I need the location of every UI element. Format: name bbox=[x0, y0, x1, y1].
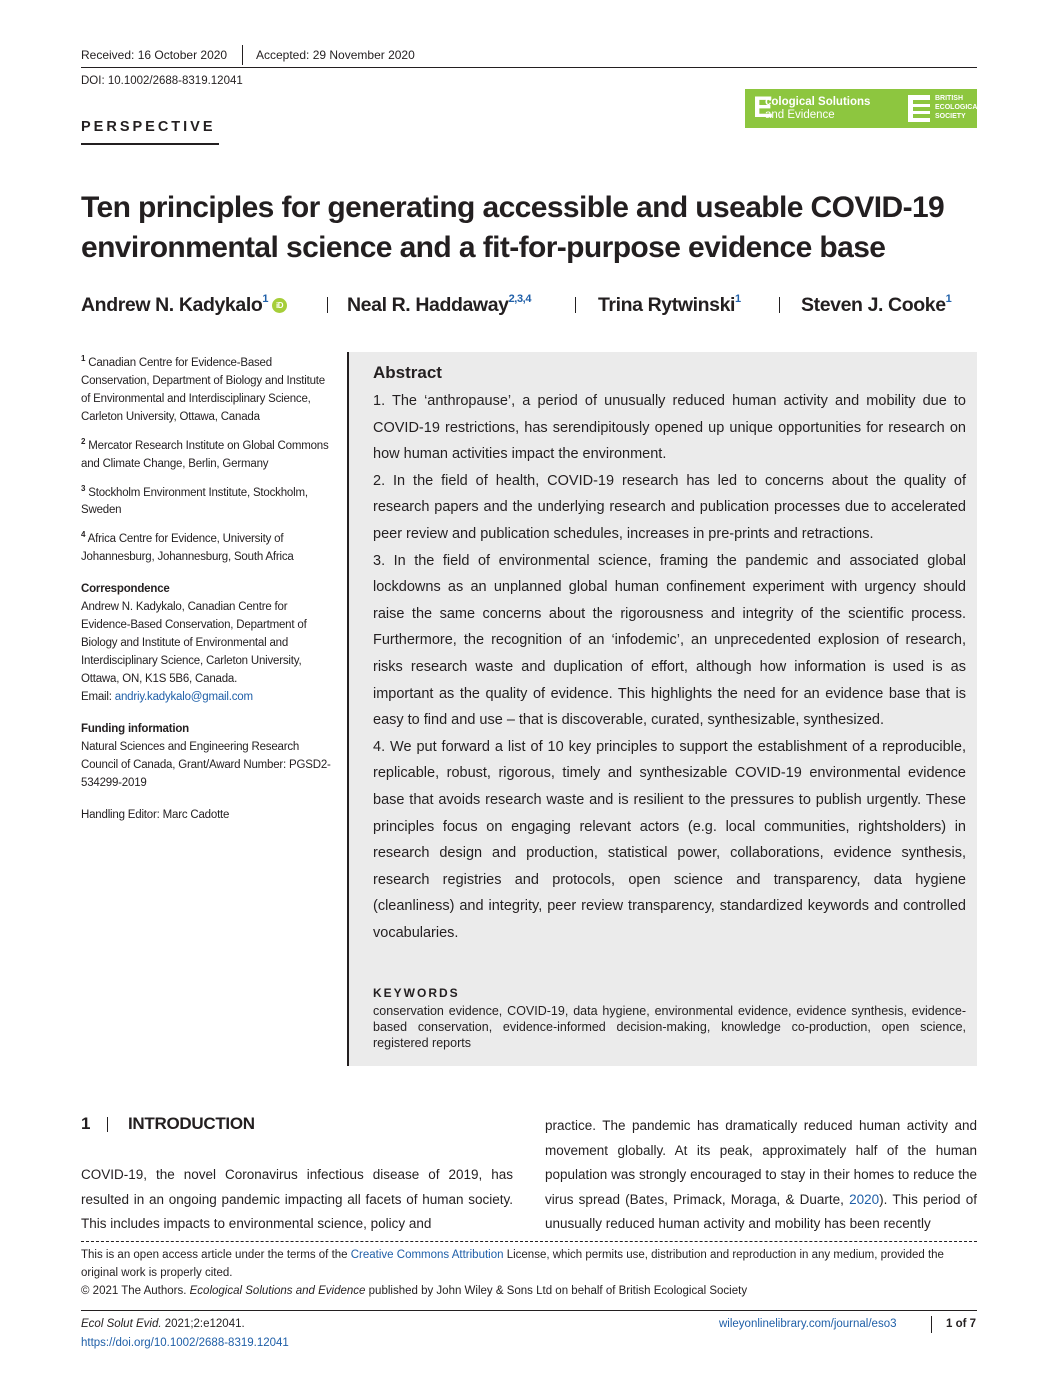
affiliation-4 bbox=[81, 526, 333, 566]
abstract-paragraph-2: 2. In the field of health, COVID-19 research has led to concerns about the quality of research papers and the underlying research and publication processes due to accelerated peer review and publication schedules, increases in pre-prints and retractions. bbox=[373, 472, 966, 542]
correspondence-text: Andrew N. Kadykalo, Canadian Centre for Evidence-Based Conservation, Department of Biology and Institute of Environmental and Interdisciplinary Science, Carleton University, Ottawa, ON, K1S 5B6, Canada. bbox=[81, 601, 307, 686]
affiliation-2 bbox=[81, 433, 333, 473]
page-number: 1 of 7 bbox=[946, 1318, 977, 1330]
affiliation-text: Mercator Research Institute on Global Commons and Climate Change, Berlin, Germany bbox=[81, 439, 329, 470]
abstract-paragraph-1: 1. The ‘anthropause’, a period of unusually reduced human activity and mobility due to COVID-19 restrictions, has serendipitously opened up unique opportunities for research on how human activities impact the environment. bbox=[373, 393, 966, 463]
email-link[interactable]: andriy.kadykalo@gmail.com bbox=[114, 691, 253, 704]
abstract-body bbox=[373, 388, 966, 946]
journal-name-line2: and Evidence bbox=[765, 109, 835, 121]
handling-editor: Handling Editor: Marc Cadotte bbox=[81, 809, 230, 822]
license-text bbox=[81, 1246, 977, 1282]
society-mark-icon bbox=[908, 95, 930, 122]
intro-paragraph-continued bbox=[545, 1114, 977, 1237]
journal-name-line1: cological Solutions bbox=[765, 96, 871, 108]
affiliation-number: 3 bbox=[81, 483, 86, 493]
header-divider bbox=[242, 45, 243, 65]
footer-divider bbox=[931, 1316, 932, 1333]
author-name: Trina Rytwinski bbox=[598, 294, 736, 316]
abstract-heading: Abstract bbox=[373, 363, 442, 382]
author-3[interactable] bbox=[598, 294, 741, 317]
author-2[interactable] bbox=[347, 294, 531, 317]
affiliation-number: 4 bbox=[81, 530, 86, 540]
society-name-line3: SOCIETY bbox=[935, 113, 966, 120]
affiliation-text: Canadian Centre for Evidence-Based Conservation, Department of Biology and Institute of Environmental and Interdisciplinary Science, Carleton University, Ottawa, Canada bbox=[81, 356, 325, 423]
abstract-paragraph-4: 4. We put forward a list of 10 key principles to support the establishment of a reproducible, replicable, robust, rigorous, timely and synthesizable COVID-19 environmental evidence base that avoids research waste and is resilient to the pressures to publish urgently. These principles focus on engaging relevant actors (e.g. local communities, rightsholders) in research design and production, statistical power, collaborations, evidence synthesis, research registries and protocols, open science and transparency, data hygiene (cleanliness) and integrity, peer review transparency, standardized keywords and controlled vocabularies. bbox=[373, 738, 966, 941]
intro-paragraph: COVID-19, the novel Coronavirus infectious disease of 2019, has resulted in an ongoing pandemic impacting all facets of human society. This includes impacts to environmental science, policy and bbox=[81, 1167, 513, 1231]
footer-site-link[interactable]: wileyonlinelibrary.com/journal/eso3 bbox=[719, 1318, 897, 1330]
section-label-underline bbox=[81, 143, 219, 145]
journal-logo[interactable] bbox=[745, 89, 982, 128]
author-divider bbox=[779, 297, 780, 313]
affiliation-text: Stockholm Environment Institute, Stockholm, Sweden bbox=[81, 486, 308, 517]
author-name: Neal R. Haddaway bbox=[347, 294, 509, 316]
affiliation-number: 1 bbox=[81, 354, 86, 363]
license-text-post: License, which permits use, distribution and reproduction in any medium, provided the original work is properly cited. bbox=[81, 1249, 944, 1279]
license-link[interactable]: Creative Commons Attribution bbox=[350, 1249, 504, 1261]
author-affiliation-ref: 1 bbox=[735, 292, 741, 305]
affiliation-text: Africa Centre for Evidence, University of Johannesburg, Johannesburg, South Africa bbox=[81, 533, 294, 564]
author-4[interactable] bbox=[801, 294, 951, 317]
citation-link[interactable]: 2020 bbox=[849, 1191, 880, 1207]
copyright-post: published by John Wiley & Sons Ltd on behalf of British Ecological Society bbox=[365, 1285, 748, 1297]
society-name-line2: ECOLOGICAL bbox=[935, 104, 982, 111]
correspondence-email-line bbox=[81, 688, 333, 706]
funding-heading: Funding information bbox=[81, 723, 189, 736]
funding-text: Natural Sciences and Engineering Research Council of Canada, Grant/Award Number: PGSD2-534299-2019 bbox=[81, 741, 331, 790]
section-title: INTRODUCTION bbox=[128, 1114, 255, 1133]
section-label: PERSPECTIVE bbox=[81, 119, 216, 135]
author-1[interactable] bbox=[81, 294, 287, 317]
footer-rule bbox=[81, 1310, 977, 1311]
author-affiliation-ref: 1 bbox=[262, 292, 269, 305]
section-divider bbox=[107, 1117, 108, 1132]
affiliation-3 bbox=[81, 480, 333, 520]
abstract-paragraph-3: 3. In the field of environmental science, framing the pandemic and associated global lockdowns as an unplanned global human confinement experiment with urgency should raise the same concerns about the rigorousness and integrity of the scientific process. Furthermore, the recognition of an ‘infodemic’, an unprecedented explosion of research, risks research waste and duplication of effort, although how information is used is as important as the quality of evidence. This highlights the need for an evidence base that is easy to find and use – that is discoverable, curated, synthesizable, synthesized. bbox=[373, 552, 966, 729]
footer-doi-link[interactable]: https://doi.org/10.1002/2688-8319.12041 bbox=[81, 1337, 289, 1349]
article-title-line2: environmental science and a fit-for-purpose evidence base bbox=[81, 231, 886, 264]
author-affiliation-ref: 2,3,4 bbox=[508, 292, 532, 305]
received-date: Received: 16 October 2020 bbox=[81, 48, 228, 62]
copyright-pre: © 2021 The Authors. bbox=[81, 1285, 190, 1297]
author-name: Steven J. Cooke bbox=[801, 294, 946, 316]
doi: DOI: 10.1002/2688-8319.12041 bbox=[81, 75, 243, 87]
section-number: 1 bbox=[81, 1114, 91, 1133]
accepted-date: Accepted: 29 November 2020 bbox=[256, 48, 415, 62]
article-info-sidebar bbox=[81, 350, 333, 831]
author-divider bbox=[327, 297, 328, 313]
header-rule bbox=[81, 67, 977, 68]
article-title bbox=[81, 188, 981, 268]
email-label: Email: bbox=[81, 691, 115, 704]
abstract-side-rule bbox=[347, 352, 349, 1066]
footer-citation bbox=[81, 1318, 245, 1330]
journal-initial: E bbox=[753, 91, 774, 124]
intro-text: ). This period of unusually reduced human activity and mobility has been recently bbox=[545, 1191, 978, 1231]
license-text-pre: This is an open access article under the terms of the bbox=[81, 1249, 351, 1261]
license-divider bbox=[81, 1241, 977, 1242]
correspondence-heading: Correspondence bbox=[81, 583, 170, 596]
license-notice bbox=[81, 1246, 977, 1300]
intro-column-1 bbox=[81, 1163, 513, 1237]
intro-text: practice. The pandemic has dramatically reduced human activity and movement globally. At its peak, approximately half of the human population was strongly encouraged to stay in their homes to reduce the virus spread (Bates, Primack, Moraga, & Duarte, bbox=[545, 1118, 977, 1207]
keywords-heading: KEYWORDS bbox=[373, 986, 460, 1000]
intro-column-2 bbox=[545, 1114, 977, 1237]
footer-journal-abbrev: Ecol Solut Evid. bbox=[81, 1318, 162, 1330]
society-name-line1: BRITISH bbox=[935, 95, 963, 102]
author-name: Andrew N. Kadykalo bbox=[81, 294, 263, 316]
affiliation-1 bbox=[81, 350, 333, 426]
orcid-icon[interactable]: iD bbox=[272, 298, 287, 313]
copyright-journal: Ecological Solutions and Evidence bbox=[189, 1285, 366, 1297]
author-divider bbox=[575, 297, 576, 313]
footer-volume: 2021;2:e12041. bbox=[161, 1318, 245, 1330]
keywords-list: conservation evidence, COVID-19, data hygiene, environmental evidence, evidence synthesis, evidence-based conservation, evidence-informed decision-making, knowledge co-production, open science, registered reports bbox=[373, 1004, 966, 1050]
affiliation-number: 2 bbox=[81, 436, 86, 446]
article-title-line1: Ten principles for generating accessible and useable COVID-19 bbox=[81, 191, 945, 224]
author-affiliation-ref: 1 bbox=[945, 292, 952, 305]
copyright-line bbox=[81, 1282, 977, 1300]
